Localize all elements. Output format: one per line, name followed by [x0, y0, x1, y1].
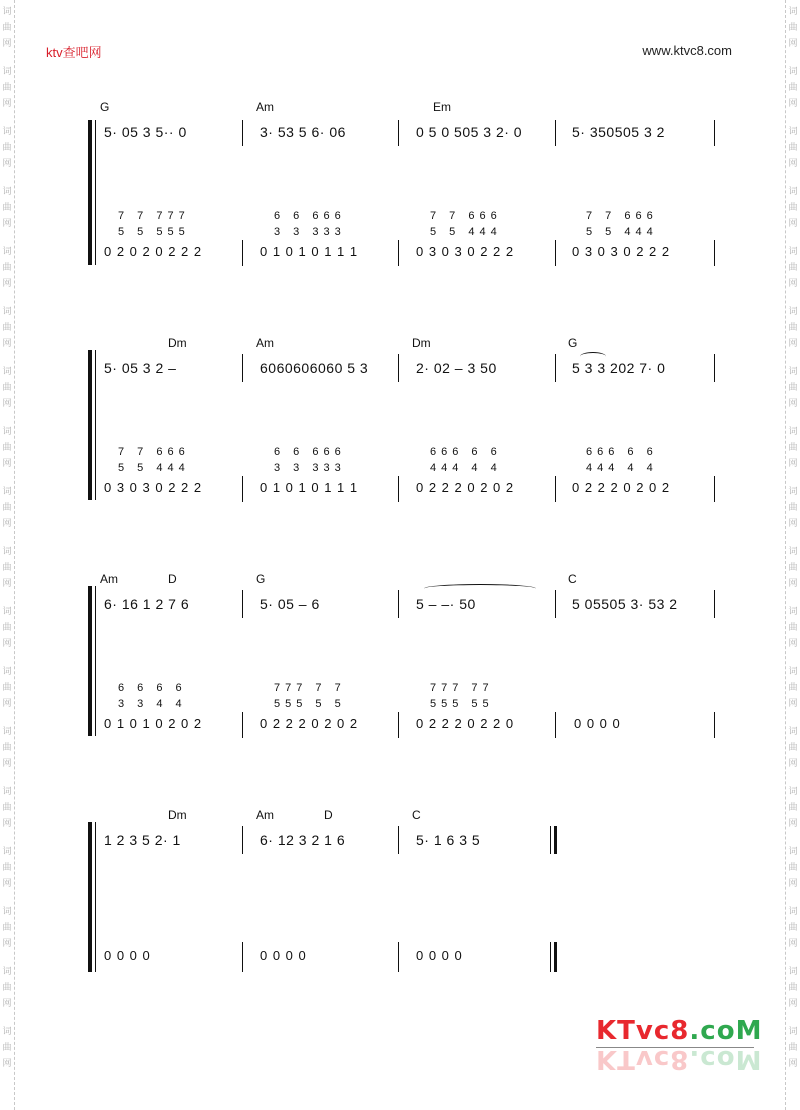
watermark-char: 词 [788, 1027, 798, 1037]
final-barline-thin [550, 942, 551, 972]
watermark-char: 曲 [2, 503, 12, 513]
harmony-middle: 555 55 [430, 698, 494, 710]
barline [242, 476, 243, 502]
harmony-upper: 6 6 666 [274, 446, 346, 458]
bass-measure: 0 2 0 2 0 2 2 2 [104, 244, 203, 259]
watermark-char: 词 [2, 667, 12, 677]
watermark-char: 网 [2, 219, 12, 229]
logo-text [596, 1016, 762, 1046]
melody-measure: 5· 05 – 6 [260, 596, 320, 612]
system-brace-line [95, 586, 96, 736]
bass-measure: 0 1 0 1 0 2 0 2 [104, 716, 203, 731]
melody-measure: 5 3 3 202 7· 0 [572, 360, 666, 376]
harmony-middle: 5 5 444 [586, 226, 658, 238]
watermark-char: 网 [788, 219, 798, 229]
watermark-char: 曲 [2, 923, 12, 933]
system-brace-line [95, 822, 96, 972]
harmony-upper: 7 7 666 [586, 210, 658, 222]
harmony-upper: 666 6 6 [586, 446, 658, 458]
watermark-char: 词 [2, 907, 12, 917]
logo-letter: o [716, 1044, 736, 1074]
watermark-char: 曲 [788, 83, 798, 93]
watermark-char: 曲 [788, 263, 798, 273]
harmony-middle: 555 5 5 [274, 698, 346, 710]
barline [398, 120, 399, 146]
melody-measure: 5 – –· 50 [416, 596, 476, 612]
watermark-char: 曲 [788, 563, 798, 573]
watermark-char: 词 [788, 487, 798, 497]
barline [555, 240, 556, 266]
barline [242, 240, 243, 266]
watermark-char: 曲 [788, 623, 798, 633]
bass-measure: 0 2 2 2 0 2 0 2 [572, 480, 671, 495]
watermark-char: 曲 [2, 803, 12, 813]
watermark-char: 曲 [788, 383, 798, 393]
melody-measure: 6· 16 1 2 7 6 [104, 596, 190, 612]
score-system-4 [88, 808, 728, 978]
melody-measure: 5· 05 3 5·· 0 [104, 124, 187, 140]
system-brace-line [95, 120, 96, 265]
system-brace-line [95, 350, 96, 500]
watermark-char: 网 [788, 459, 798, 469]
bass-measure: 0 1 0 1 0 1 1 1 [260, 480, 359, 495]
watermark-char: 词 [2, 967, 12, 977]
system-brace [88, 822, 92, 972]
chord-label: Dm [168, 808, 187, 822]
harmony-middle: 444 4 4 [586, 462, 658, 474]
logo-letter: c [700, 1016, 717, 1046]
right-watermark-rail [785, 0, 800, 1110]
watermark-char: 网 [2, 759, 12, 769]
watermark-char: 网 [788, 519, 798, 529]
chord-label: Dm [168, 336, 187, 350]
watermark-char: 词 [788, 367, 798, 377]
harmony-middle: 5 5 555 [118, 226, 190, 238]
watermark-char: 词 [2, 847, 12, 857]
melody-measure: 3· 53 5 6· 06 [260, 124, 346, 140]
barline [714, 120, 715, 146]
watermark-char: 词 [2, 787, 12, 797]
barline [714, 476, 715, 502]
barline [398, 354, 399, 382]
harmony-middle: 3 3 333 [274, 462, 346, 474]
melody-measure: 5· 350505 3 2 [572, 124, 665, 140]
bass-measure: 0 2 2 2 0 2 2 0 [416, 716, 515, 731]
harmony-upper: 777 77 [430, 682, 494, 694]
watermark-char: 曲 [788, 323, 798, 333]
watermark-char: 曲 [788, 863, 798, 873]
chord-label: C [412, 808, 421, 822]
barline [555, 712, 556, 738]
chord-label: D [168, 572, 177, 586]
barline [714, 354, 715, 382]
watermark-char: 词 [788, 667, 798, 677]
harmony-middle: 3 3 4 4 [118, 698, 187, 710]
bass-measure: 0 1 0 1 0 1 1 1 [260, 244, 359, 259]
watermark-char: 网 [2, 39, 12, 49]
melody-measure: 0 5 0 505 3 2· 0 [416, 124, 523, 140]
logo-letter: T [617, 1016, 636, 1046]
watermark-char: 曲 [2, 83, 12, 93]
watermark-char: 词 [788, 187, 798, 197]
watermark-char: 曲 [2, 203, 12, 213]
bass-measure: 0 0 0 0 [104, 948, 151, 963]
watermark-char: 词 [2, 607, 12, 617]
watermark-char: 曲 [788, 743, 798, 753]
watermark-char: 词 [2, 187, 12, 197]
chord-label: Am [256, 100, 274, 114]
tie-arc [424, 584, 536, 593]
barline [242, 354, 243, 382]
site-url: www.ktvc8.com [642, 43, 732, 58]
watermark-char: 词 [788, 247, 798, 257]
watermark-char: 网 [2, 519, 12, 529]
logo-letter: c [653, 1016, 671, 1046]
barline [714, 590, 715, 618]
watermark-char: 网 [2, 399, 12, 409]
watermark-char: 曲 [2, 323, 12, 333]
watermark-char: 曲 [788, 23, 798, 33]
watermark-char: 词 [2, 127, 12, 137]
watermark-char: 网 [2, 879, 12, 889]
watermark-char: 词 [2, 427, 12, 437]
watermark-char: 网 [788, 1059, 798, 1069]
logo-letter: M [735, 1016, 763, 1046]
barline [398, 942, 399, 972]
watermark-char: 网 [788, 939, 798, 949]
logo-letter: o [716, 1016, 736, 1046]
chord-label: G [100, 100, 110, 114]
system-brace [88, 586, 92, 736]
watermark-char: 词 [788, 907, 798, 917]
harmony-upper: 7 7 777 [118, 210, 190, 222]
watermark-char: 曲 [788, 803, 798, 813]
watermark-char: 网 [2, 279, 12, 289]
score-system-3 [88, 572, 728, 742]
ktvc8-logo [596, 1016, 763, 1086]
final-barline-thin [550, 826, 551, 854]
watermark-char: 曲 [2, 263, 12, 273]
watermark-char: 词 [788, 847, 798, 857]
final-barline-heavy [554, 826, 557, 854]
melody-measure: 5· 1 6 3 5 [416, 832, 481, 848]
watermark-char: 网 [788, 279, 798, 289]
tie-arc [580, 352, 606, 361]
melody-measure: 1 2 3 5 2· 1 [104, 832, 181, 848]
watermark-char: 曲 [2, 983, 12, 993]
watermark-char: 曲 [788, 443, 798, 453]
system-brace [88, 120, 92, 265]
watermark-char: 词 [788, 967, 798, 977]
watermark-char: 网 [788, 579, 798, 589]
watermark-char: 曲 [788, 683, 798, 693]
watermark-char: 曲 [2, 863, 12, 873]
watermark-char: 曲 [2, 623, 12, 633]
harmony-middle: 5 5 444 [430, 226, 502, 238]
chord-label: Em [433, 100, 451, 114]
logo-letter: v [635, 1016, 654, 1046]
watermark-char: 词 [788, 547, 798, 557]
barline [398, 712, 399, 738]
barline [555, 590, 556, 618]
harmony-middle: 3 3 333 [274, 226, 346, 238]
watermark-char: 词 [788, 127, 798, 137]
logo-letter: . [689, 1044, 701, 1074]
watermark-char: 词 [788, 607, 798, 617]
watermark-char: 词 [2, 67, 12, 77]
harmony-middle: 444 4 4 [430, 462, 502, 474]
final-barline-heavy [554, 942, 557, 972]
chord-label: Am [100, 572, 118, 586]
logo-letter: 8 [670, 1044, 690, 1074]
watermark-char: 网 [2, 579, 12, 589]
chord-label: D [324, 808, 333, 822]
watermark-char: 曲 [2, 1043, 12, 1053]
watermark-char: 词 [788, 307, 798, 317]
watermark-char: 曲 [788, 983, 798, 993]
site-name: ktv查吧网 [46, 45, 102, 60]
barline [714, 240, 715, 266]
harmony-upper: 777 7 7 [274, 682, 346, 694]
watermark-char: 网 [788, 819, 798, 829]
logo-letter: K [596, 1044, 618, 1074]
watermark-char: 词 [2, 1027, 12, 1037]
watermark-char: 网 [788, 639, 798, 649]
watermark-char: 网 [2, 99, 12, 109]
watermark-char: 词 [788, 427, 798, 437]
bass-measure: 0 0 0 0 [416, 948, 463, 963]
watermark-char: 曲 [2, 23, 12, 33]
chord-label: C [568, 572, 577, 586]
logo-letter: c [700, 1044, 717, 1074]
watermark-char: 词 [788, 787, 798, 797]
system-brace [88, 350, 92, 500]
chord-label: Am [256, 808, 274, 822]
harmony-middle: 5 5 444 [118, 462, 190, 474]
watermark-char: 词 [2, 487, 12, 497]
watermark-char: 曲 [788, 923, 798, 933]
watermark-char: 词 [788, 727, 798, 737]
watermark-char: 词 [2, 367, 12, 377]
bass-measure: 0 3 0 3 0 2 2 2 [104, 480, 203, 495]
bass-measure: 0 0 0 0 [260, 948, 307, 963]
watermark-char: 网 [788, 39, 798, 49]
watermark-char: 曲 [2, 563, 12, 573]
melody-measure: 6· 12 3 2 1 6 [260, 832, 346, 848]
barline [398, 590, 399, 618]
watermark-char: 网 [2, 159, 12, 169]
watermark-char: 网 [788, 99, 798, 109]
watermark-char: 网 [788, 399, 798, 409]
bass-measure: 0 2 2 2 0 2 0 2 [416, 480, 515, 495]
watermark-char: 曲 [2, 143, 12, 153]
watermark-char: 网 [2, 639, 12, 649]
watermark-char: 网 [2, 459, 12, 469]
chord-label: Dm [412, 336, 431, 350]
watermark-char: 词 [2, 7, 12, 17]
bass-measure: 0 2 2 2 0 2 0 2 [260, 716, 359, 731]
barline [242, 712, 243, 738]
watermark-char: 网 [2, 1059, 12, 1069]
melody-measure: 6060606060 5 3 [260, 360, 369, 376]
barline [398, 826, 399, 854]
barline [714, 712, 715, 738]
watermark-char: 网 [2, 939, 12, 949]
chord-label: G [568, 336, 578, 350]
watermark-char: 词 [788, 7, 798, 17]
watermark-char: 网 [788, 759, 798, 769]
watermark-char: 词 [2, 727, 12, 737]
watermark-char: 曲 [2, 683, 12, 693]
barline [242, 826, 243, 854]
barline [555, 476, 556, 502]
barline [555, 354, 556, 382]
logo-letter: . [689, 1016, 701, 1046]
watermark-char: 网 [788, 159, 798, 169]
watermark-char: 网 [2, 339, 12, 349]
score-system-2 [88, 336, 728, 506]
watermark-char: 曲 [788, 503, 798, 513]
barline [242, 942, 243, 972]
watermark-char: 网 [788, 699, 798, 709]
watermark-char: 曲 [2, 743, 12, 753]
logo-letter: v [635, 1044, 654, 1074]
score-system-1 [88, 100, 728, 270]
logo-letter: M [735, 1044, 763, 1074]
chord-label: Am [256, 336, 274, 350]
watermark-char: 词 [2, 307, 12, 317]
logo-letter: 8 [670, 1016, 690, 1046]
watermark-char: 网 [788, 879, 798, 889]
logo-reflection [596, 1044, 762, 1074]
watermark-char: 网 [788, 339, 798, 349]
melody-measure: 5 05505 3· 53 2 [572, 596, 678, 612]
logo-letter: T [617, 1044, 636, 1074]
bass-measure: 0 3 0 3 0 2 2 2 [572, 244, 671, 259]
watermark-char: 曲 [2, 383, 12, 393]
harmony-upper: 6 6 666 [274, 210, 346, 222]
barline [242, 590, 243, 618]
watermark-char: 网 [2, 819, 12, 829]
bass-measure: 0 0 0 0 [574, 716, 621, 731]
watermark-char: 网 [2, 999, 12, 1009]
logo-letter: K [596, 1016, 618, 1046]
chord-label: G [256, 572, 266, 586]
barline [242, 120, 243, 146]
watermark-char: 词 [788, 67, 798, 77]
left-watermark-rail [0, 0, 15, 1110]
watermark-char: 曲 [788, 203, 798, 213]
watermark-char: 曲 [788, 143, 798, 153]
harmony-upper: 7 7 666 [118, 446, 190, 458]
watermark-char: 曲 [2, 443, 12, 453]
watermark-char: 词 [2, 247, 12, 257]
melody-measure: 2· 02 – 3 50 [416, 360, 497, 376]
barline [398, 476, 399, 502]
harmony-upper: 666 6 6 [430, 446, 502, 458]
barline [398, 240, 399, 266]
melody-measure: 5· 05 3 2 – [104, 360, 177, 376]
watermark-char: 网 [788, 999, 798, 1009]
watermark-char: 词 [2, 547, 12, 557]
bass-measure: 0 3 0 3 0 2 2 2 [416, 244, 515, 259]
barline [555, 120, 556, 146]
logo-letter: c [653, 1044, 671, 1074]
harmony-upper: 7 7 666 [430, 210, 502, 222]
watermark-char: 曲 [788, 1043, 798, 1053]
watermark-char: 网 [2, 699, 12, 709]
harmony-upper: 6 6 6 6 [118, 682, 187, 694]
